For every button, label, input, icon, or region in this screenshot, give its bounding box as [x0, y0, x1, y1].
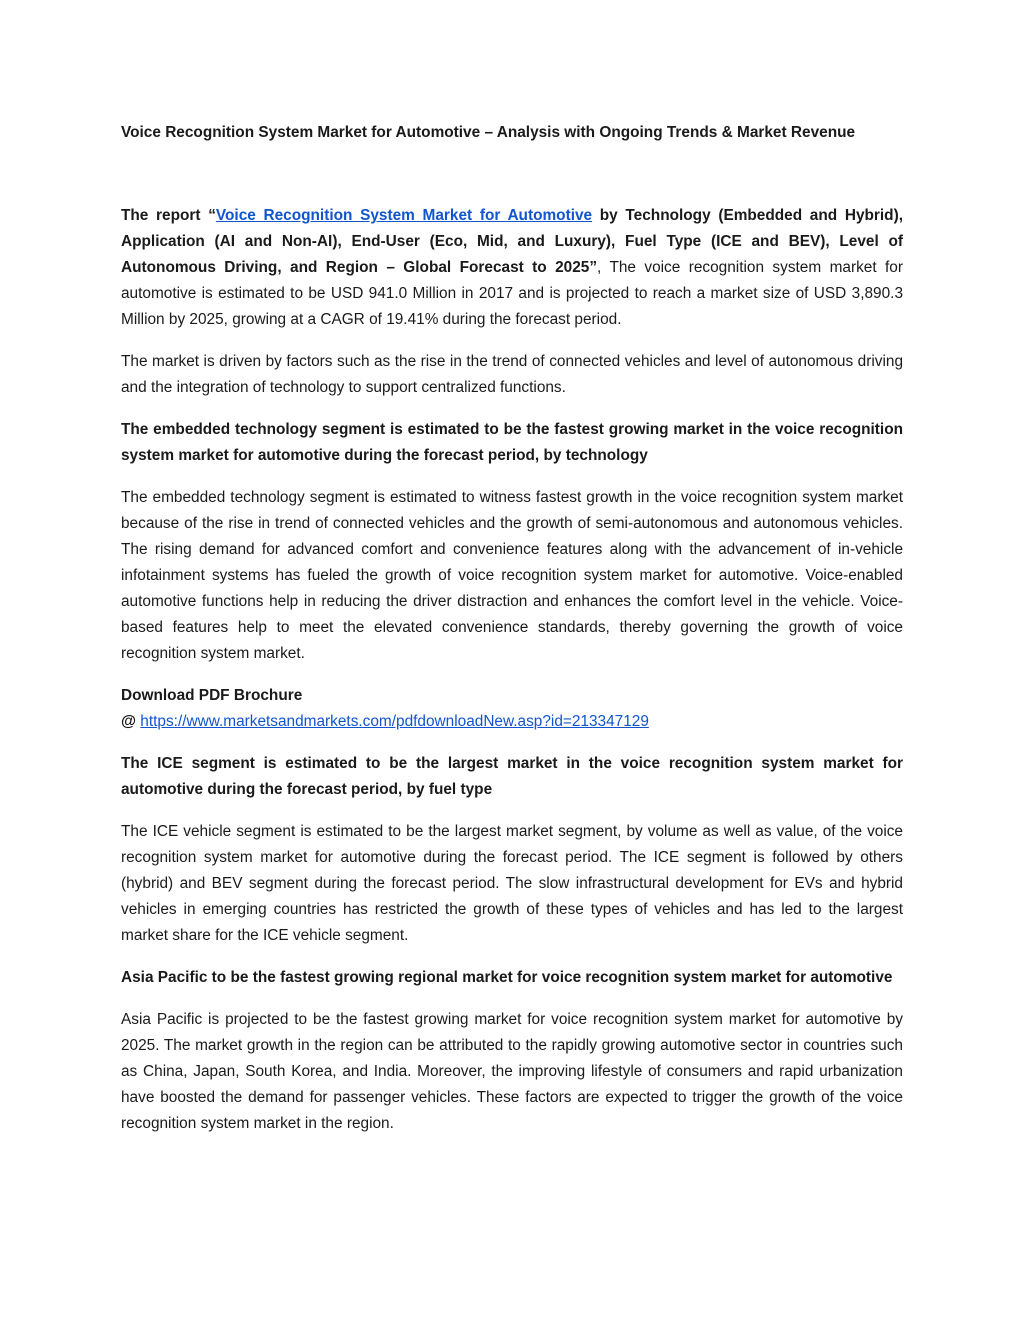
document-body: [121, 203, 903, 1153]
drivers-paragraph: The market is driven by factors such as the rise in the trend of connected vehicles and level of autonomous driving and the integration of technology to support centralized functions.: [121, 353, 903, 396]
intro-rest: , The voice recognition system market for automotive is estimated to be USD 941.0 Million in 2017 and is projected to reach a market size of USD 3,890.3 Million by 2025, growing at a CAGR of 19.41% during the forecast period.: [121, 259, 903, 328]
download-at: @: [121, 713, 141, 730]
section-heading-fuel-type: The ICE segment is estimated to be the largest market in the voice recognition system market for automotive during the forecast period, by fuel type: [121, 755, 903, 798]
section-heading-region: Asia Pacific to be the fastest growing regional market for voice recognition system market for automotive: [121, 969, 893, 986]
section-heading-technology: The embedded technology segment is estimated to be the fastest growing market in the voice recognition system market for automotive during the forecast period, by technology: [121, 421, 903, 464]
section-body-fuel-type: The ICE vehicle segment is estimated to be the largest market segment, by volume as well as value, of the voice recognition system market for automotive during the forecast period. The ICE segment is followed by others (hybrid) and BEV segment during the forecast period. The slow infrastructural development for EVs and hybrid vehicles in emerging countries has restricted the growth of these types of vehicles and has led to the largest market share for the ICE vehicle segment.: [121, 823, 903, 944]
section-body-region: Asia Pacific is projected to be the fastest growing market for voice recognition system market for automotive by 2025. The market growth in the region can be attributed to the rapidly growing automotive sector in countries such as China, Japan, South Korea, and India. Moreover, the improving lifestyle of consumers and rapid urbanization have boosted the demand for passenger vehicles. These factors are expected to trigger the growth of the voice recognition system market in the region.: [121, 1011, 903, 1132]
download-label: Download PDF Brochure: [121, 687, 303, 704]
section-body-technology: The embedded technology segment is estimated to witness fastest growth in the voice recognition system market because of the rise in trend of connected vehicles and the growth of semi-autonomous and autonomous vehicles. The rising demand for advanced comfort and convenience features along with the advancement of in-vehicle infotainment systems has fueled the growth of voice recognition system market for automotive. Voice-enabled automotive functions help in reducing the driver distraction and enhances the comfort level in the vehicle. Voice-based features help to meet the elevated convenience standards, thereby governing the growth of voice recognition system market.: [121, 489, 903, 662]
download-brochure: [121, 683, 903, 735]
intro-paragraph: [121, 203, 903, 333]
page-title: Voice Recognition System Market for Automotive – Analysis with Ongoing Trends & Market Revenue: [121, 124, 856, 141]
intro-prefix: The report “: [121, 207, 216, 224]
download-link[interactable]: https://www.marketsandmarkets.com/pdfdownloadNew.asp?id=213347129: [140, 713, 649, 730]
report-link[interactable]: Voice Recognition System Market for Automotive: [215, 207, 593, 224]
intro-bold-title: by Technology (Embedded and Hybrid), Application (AI and Non-AI), End-User (Eco, Mid, and Luxury), Fuel Type (ICE and BEV), Level of Autonomous Driving, and Region – Global Forecast to 2025”: [121, 207, 903, 276]
